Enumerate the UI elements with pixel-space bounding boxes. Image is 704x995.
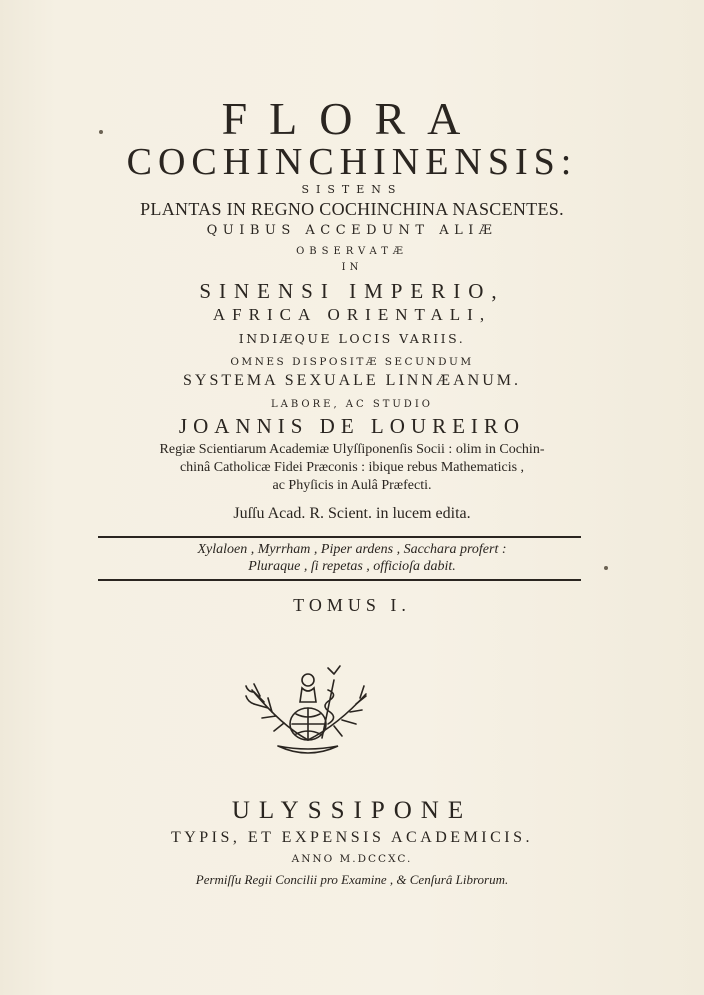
author-affiliation-line2: chinâ Catholicæ Fidei Præconis : ibique rebus Mathematicis ,: [179, 460, 525, 475]
subtitle-sistens: SISTENS: [301, 183, 403, 196]
imprint-permission: Permiſſu Regii Concilii pro Examine , & Cenſurâ Librorum.: [195, 872, 509, 887]
paper-speck: [604, 566, 608, 570]
volume-number: TOMUS I.: [293, 595, 411, 615]
imprint-city: ULYSSIPONE: [231, 797, 473, 824]
subtitle-in: IN: [341, 262, 363, 273]
title-cochinchinensis: COCHINCHINENSIS:: [126, 141, 578, 183]
publication-note: Juſſu Acad. R. Scient. in lucem edita.: [233, 505, 471, 522]
author-affiliation-line1: Regiæ Scientiarum Academiæ Ulyſſiponenſis Socii : olim in Cochin-: [159, 442, 545, 457]
paper-speck: [99, 130, 103, 134]
subtitle-africa: AFRICA ORIENTALI,: [212, 305, 492, 324]
title-flora: FLORA: [221, 93, 483, 144]
subtitle-observatae: OBSERVATÆ: [296, 246, 408, 257]
subtitle-plantas: PLANTAS IN REGNO COCHINCHINA NASCENTES.: [140, 199, 564, 219]
subtitle-systema: SYSTEMA SEXUALE LINNÆANUM.: [182, 372, 521, 389]
subtitle-sinensi: SINENSI IMPERIO,: [199, 279, 505, 303]
byline-labore: LABORE, AC STUDIO: [271, 399, 433, 410]
subtitle-quibus: QUIBUS ACCEDUNT ALIÆ: [206, 223, 498, 238]
author-affiliation-line3: ac Phyſicis in Aulâ Præfecti.: [272, 478, 432, 493]
printer-ornament-icon: [238, 660, 378, 760]
author-name: JOANNIS DE LOUREIRO: [178, 414, 526, 438]
divider-top: [98, 536, 581, 538]
motto-line1: Xylaloen , Myrrham , Piper ardens , Sacchara profert :: [197, 542, 507, 557]
subtitle-omnes: OMNES DISPOSITÆ SECUNDUM: [230, 356, 474, 368]
motto-line2: Pluraque , ſi repetas , officioſa dabit.: [248, 559, 456, 574]
subtitle-indiae: INDIÆQUE LOCIS VARIIS.: [238, 331, 466, 346]
imprint-typis: TYPIS, ET EXPENSIS ACADEMICIS.: [170, 829, 534, 846]
imprint-year: ANNO M.DCCXC.: [291, 853, 413, 865]
divider-bottom: [98, 579, 581, 581]
